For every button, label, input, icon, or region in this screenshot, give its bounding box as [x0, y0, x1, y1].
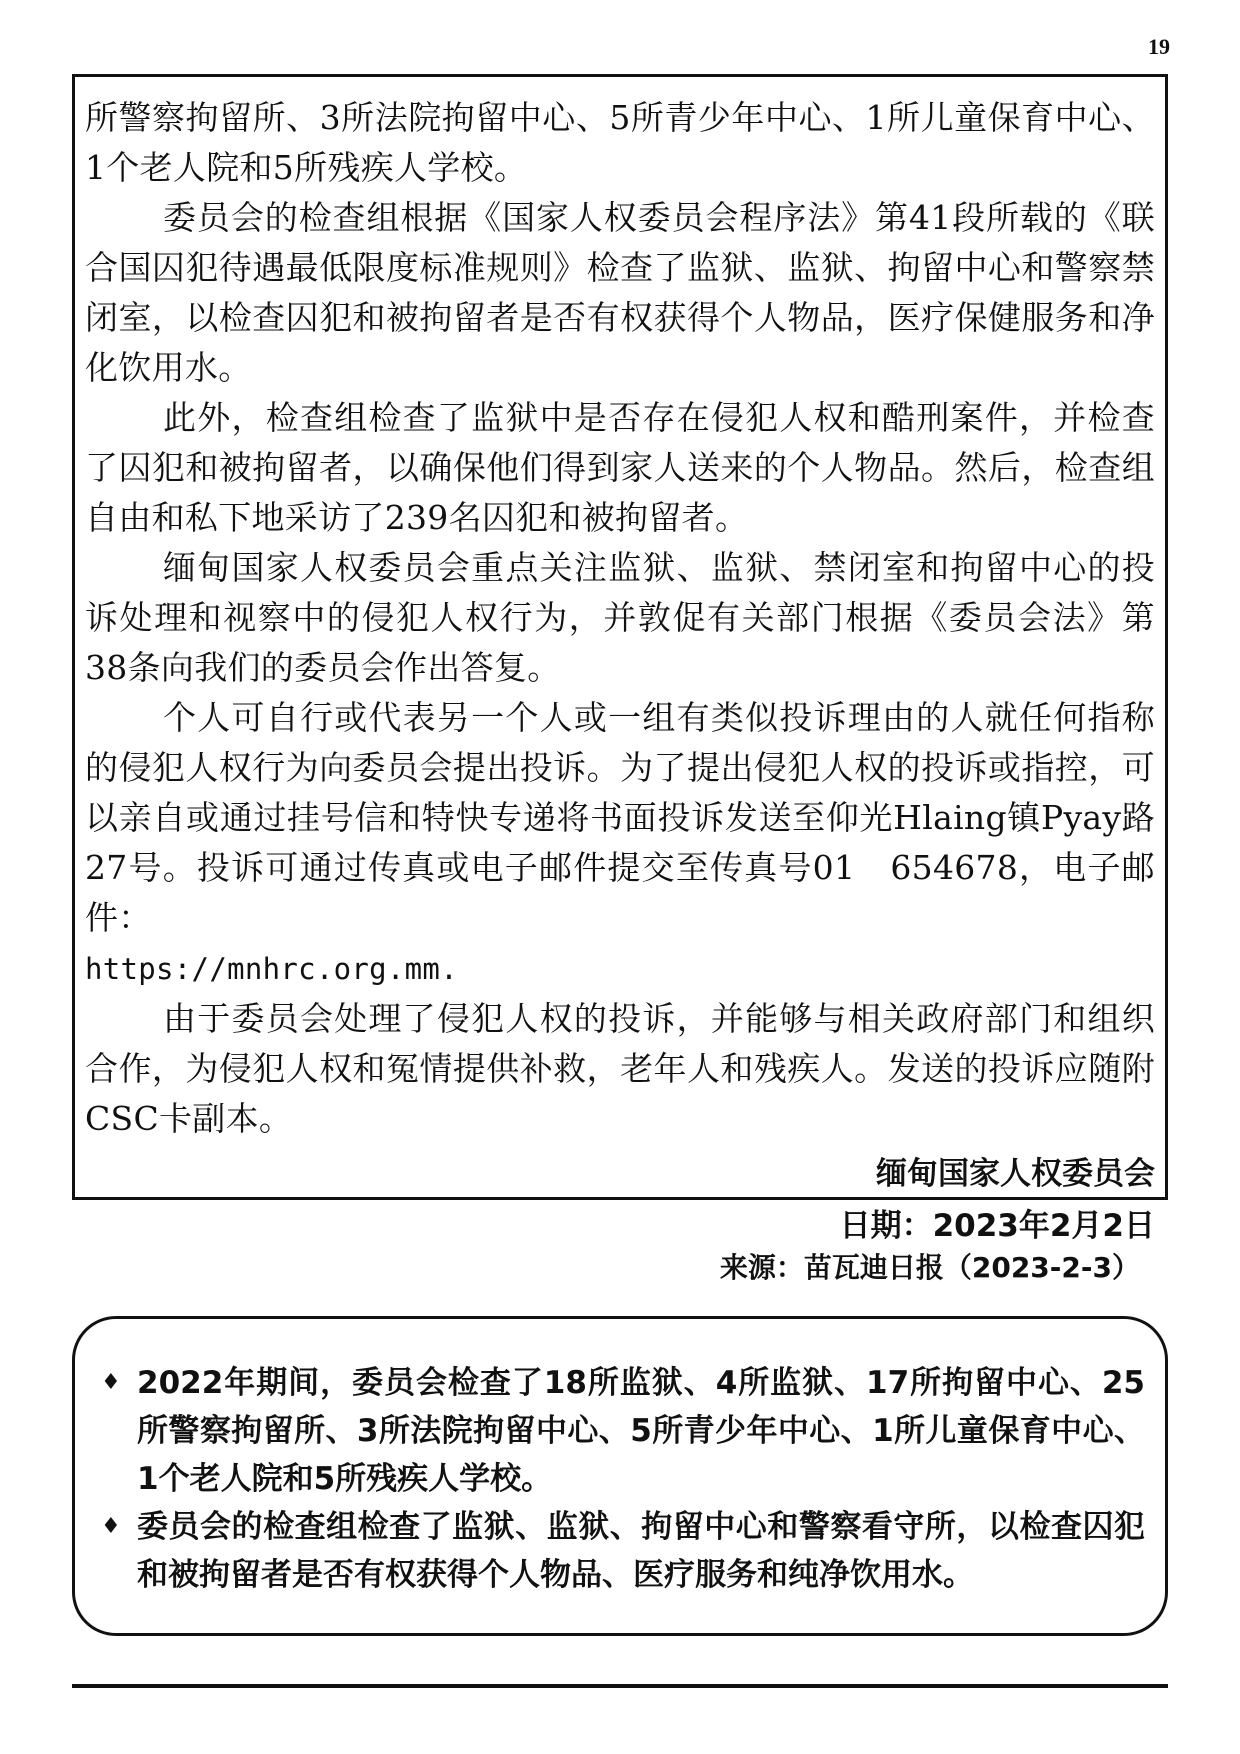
diamond-bullet-icon: ♦ [101, 1370, 121, 1395]
summary-bullet-item [95, 1359, 1145, 1503]
summary-bullet-item [95, 1503, 1145, 1599]
summary-bullet-list [95, 1359, 1145, 1599]
page-number: 19 [1148, 34, 1170, 59]
article-paragraph: 此外，检查组检查了监狱中是否存在侵犯人权和酷刑案件，并检查了囚犯和被拘留者，以确保他们得到家人送来的个人物品。然后，检查组自由和私下地采访了239名囚犯和被拘留者。 [85, 398, 1155, 537]
bottom-divider [72, 1684, 1168, 1688]
signature-block [85, 1148, 1155, 1252]
summary-bullet-text: 委员会的检查组检查了监狱、监狱、拘留中心和警察看守所，以检查囚犯和被拘留者是否有权获得个人物品、医疗服务和纯净饮用水。 [137, 1509, 1145, 1593]
article-paragraph: 缅甸国家人权委员会重点关注监狱、监狱、禁闭室和拘留中心的投诉处理和视察中的侵犯人权行为，并敦促有关部门根据《委员会法》第38条向我们的委员会作出答复。 [85, 548, 1155, 687]
article-paragraph: 所警察拘留所、3所法院拘留中心、5所青少年中心、1所儿童保育中心、1个老人院和5所残疾人学校。 [85, 98, 1155, 187]
signature-date: 日期：2023年2月2日 [839, 1208, 1155, 1244]
complaint-text: 个人可自行或代表另一个人或一组有类似投诉理由的人就任何指称的侵犯人权行为向委员会提出投诉。为了提出侵犯人权的投诉或指控，可以亲自或通过挂号信和特快专递将书面投诉发送至仰光Hlaing镇Pyay路27号。投诉可通过传真或电子邮件提交至传真号01 654678，电子邮件： [85, 698, 1155, 937]
source-line: 来源：苗瓦迪日报（2023-2-3） [719, 1251, 1140, 1284]
summary-box [72, 1316, 1168, 1636]
summary-bullet-text: 2022年期间，委员会检查了18所监狱、4所监狱、17所拘留中心、25所警察拘留所、3所法院拘留中心、5所青少年中心、1所儿童保育中心、1个老人院和5所残疾人学校。 [137, 1365, 1145, 1497]
diamond-bullet-icon: ♦ [101, 1514, 121, 1539]
article-paragraph: 委员会的检查组根据《国家人权委员会程序法》第41段所载的《联合国囚犯待遇最低限度标准规则》检查了监狱、监狱、拘留中心和警察禁闭室，以检查囚犯和被拘留者是否有权获得个人物品，医疗保健服务和净化饮用水。 [85, 198, 1155, 387]
article-paragraph: 由于委员会处理了侵犯人权的投诉，并能够与相关政府部门和组织合作，为侵犯人权和冤情提供补救，老年人和残疾人。发送的投诉应随附CSC卡副本。 [85, 999, 1155, 1138]
article-box [72, 74, 1168, 1244]
signature-organization: 缅甸国家人权委员会 [876, 1156, 1155, 1192]
article-paragraph-complaint [85, 693, 1155, 994]
email-url: https://mnhrc.org.mm. [85, 952, 458, 986]
